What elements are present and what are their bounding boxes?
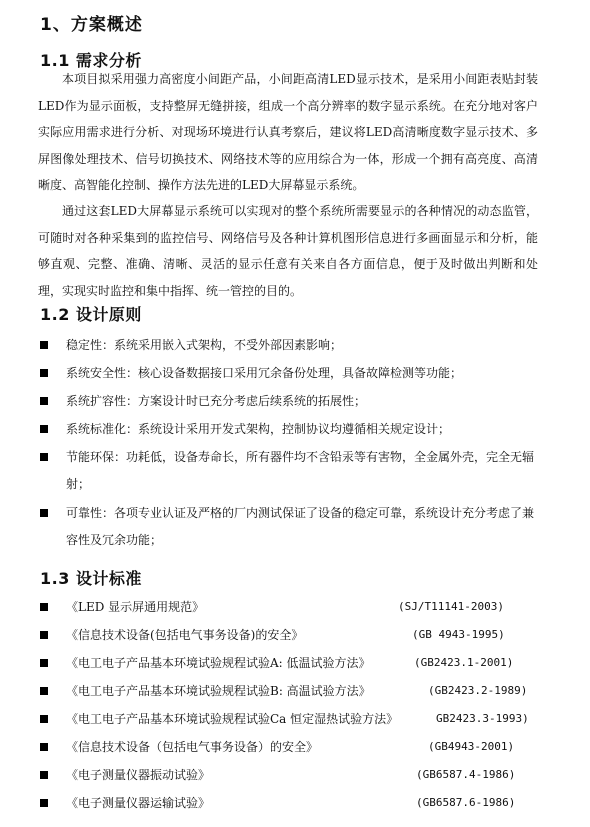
bullet-icon xyxy=(40,341,48,349)
standard-title: 《信息技术设备（包括电气事务设备）的安全》 xyxy=(66,740,319,754)
standard-code: GB2423.3-1993) xyxy=(436,712,529,725)
bullet-icon xyxy=(40,715,48,723)
principle-item xyxy=(40,416,540,443)
standards-heading: 1.3 设计标准 xyxy=(40,569,142,588)
bullet-icon xyxy=(40,425,48,433)
standard-code: (SJ/T11141-2003) xyxy=(398,600,504,613)
principle-text: 系统安全性：核心设备数据接口采用冗余备份处理，具备故障检测等功能； xyxy=(66,366,463,380)
bullet-icon xyxy=(40,771,48,779)
bullet-icon xyxy=(40,369,48,377)
principle-text: 稳定性：系统采用嵌入式架构，不受外部因素影响； xyxy=(66,338,343,352)
standard-code: (GB6587.4-1986) xyxy=(416,768,516,781)
bullet-icon xyxy=(40,453,48,461)
principle-text: 系统标准化：系统设计采用开发式架构，控制协议均遵循相关规定设计； xyxy=(66,422,451,436)
bullet-icon xyxy=(40,743,48,751)
standard-code: (GB4943-2001) xyxy=(428,740,515,753)
principles-heading: 1.2 设计原则 xyxy=(40,305,142,324)
standard-code: (GB 4943-1995) xyxy=(412,628,505,641)
needs-paragraph-1: 本项目拟采用强力高密度小间距产品，小间距高清LED显示技术，是采用小间距表贴封装LED作为显示面板，支持整屏无缝拼接，组成一个高分辨率的数字显示系统。在充分地对客户实际应用需求进行分析、对现场环境进行认真考察后，建议将LED高清晰度数字显示技术、多屏图像处理技术、信号切换技术、网络技术等的应用综合为一体，形成一个拥有高亮度、高清晰度、高智能化控制、操作方法先进的LED大屏幕显示系统。 xyxy=(38,72,538,192)
principle-item xyxy=(40,332,540,359)
bullet-icon xyxy=(40,687,48,695)
standard-title: 《电工电子产品基本环境试验规程试验Ca 恒定湿热试验方法》 xyxy=(66,712,399,726)
standard-title: 《电工电子产品基本环境试验规程试验B: 高温试验方法》 xyxy=(66,684,371,698)
principle-item xyxy=(40,500,540,553)
standard-title: 《电子测量仪器运输试验》 xyxy=(66,796,211,810)
principle-item xyxy=(40,444,540,497)
bullet-icon xyxy=(40,659,48,667)
standard-item xyxy=(40,734,540,761)
standard-item xyxy=(40,678,540,705)
standard-item xyxy=(40,790,540,817)
standard-code: (GB2423.2-1989) xyxy=(428,684,528,697)
standard-item xyxy=(40,762,540,789)
principle-text: 系统扩容性：方案设计时已充分考虑后续系统的拓展性； xyxy=(66,394,367,408)
standard-item xyxy=(40,706,540,733)
principle-item xyxy=(40,388,540,415)
standard-item xyxy=(40,650,540,677)
standard-code: (GB6587.6-1986) xyxy=(416,796,516,809)
principle-item xyxy=(40,360,540,387)
bullet-icon xyxy=(40,509,48,517)
standard-item xyxy=(40,594,540,621)
standard-item xyxy=(40,622,540,649)
principle-text: 可靠性：各项专业认证及严格的厂内测试保证了设备的稳定可靠，系统设计充分考虑了兼容性及冗余功能； xyxy=(66,506,535,547)
section-title: 1、方案概述 xyxy=(40,15,143,35)
standard-title: 《电工电子产品基本环境试验规程试验A: 低温试验方法》 xyxy=(66,656,371,670)
standard-title: 《LED 显示屏通用规范》 xyxy=(66,600,205,614)
bullet-icon xyxy=(40,397,48,405)
bullet-icon xyxy=(40,799,48,807)
standard-code: (GB2423.1-2001) xyxy=(414,656,514,669)
standard-title: 《信息技术设备(包括电气事务设备)的安全》 xyxy=(66,628,304,642)
needs-heading: 1.1 需求分析 xyxy=(40,51,142,70)
needs-paragraph-2: 通过这套LED大屏幕显示系统可以实现对的整个系统所需要显示的各种情况的动态监管，可随时对各种采集到的监控信号、网络信号及各种计算机图形信息进行多画面显示和分析，能够直观、完整、准确、清晰、灵活的显示任意有关来自各方面信息，便于及时做出判断和处理，实现实时监控和集中指挥、统一管控的目的。 xyxy=(38,204,538,298)
standard-title: 《电子测量仪器振动试验》 xyxy=(66,768,211,782)
principle-text: 节能环保：功耗低，设备寿命长，所有器件均不含铅汞等有害物，全金属外壳，完全无辐射； xyxy=(66,450,535,491)
bullet-icon xyxy=(40,631,48,639)
bullet-icon xyxy=(40,603,48,611)
